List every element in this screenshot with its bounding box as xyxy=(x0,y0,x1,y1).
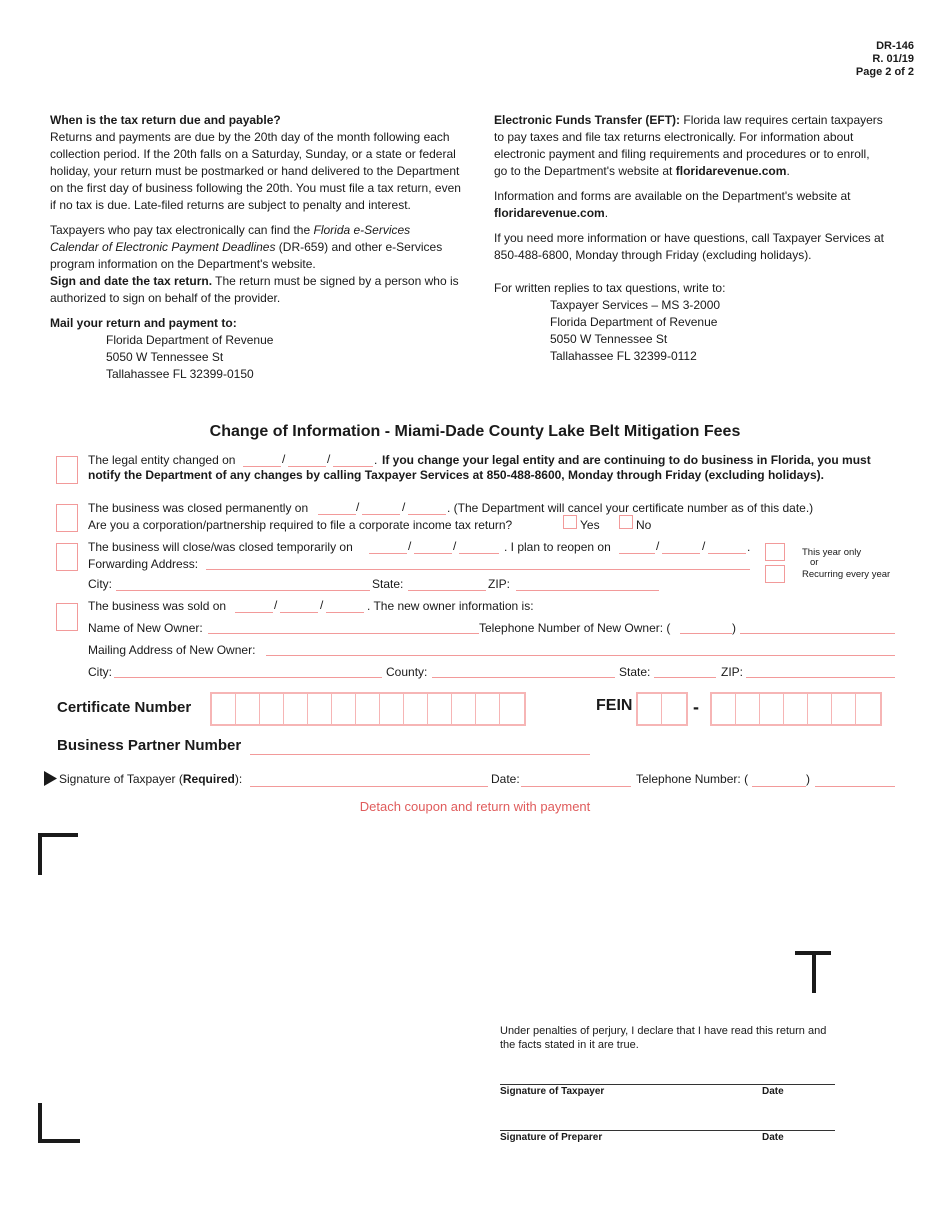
certificate-digit[interactable] xyxy=(428,694,452,724)
fein-prefix-field[interactable] xyxy=(636,692,688,726)
date-slash: / xyxy=(402,500,406,514)
eft-website: floridarevenue.com xyxy=(675,164,787,178)
epay-calendar-title: Florida e-Services Calendar of Electronic Payment Deadlines xyxy=(50,223,411,254)
reopen-day-field[interactable] xyxy=(662,553,700,554)
crop-mark-top-left xyxy=(38,833,78,837)
mail-address-line: Florida Department of Revenue xyxy=(106,333,274,347)
info-website: floridarevenue.com xyxy=(494,206,605,220)
fein-digit[interactable] xyxy=(662,694,686,724)
mail-address-line: Tallahassee FL 32399-0150 xyxy=(106,367,254,381)
this-year-only-checkbox[interactable] xyxy=(765,543,785,561)
crop-mark-bottom-left xyxy=(38,1139,80,1143)
signature-date-field[interactable] xyxy=(521,786,631,787)
mail-heading: Mail your return and payment to: xyxy=(50,316,237,330)
info-paragraph xyxy=(494,188,884,222)
closed-permanently-note: . (The Department will cancel your certificate number as of this date.) xyxy=(447,501,814,515)
taxpayer-signature-field[interactable] xyxy=(250,786,488,787)
corp-no-checkbox[interactable] xyxy=(619,515,633,529)
fein-digit[interactable] xyxy=(856,694,880,724)
form-revision: R. 01/19 xyxy=(872,53,914,65)
date-slash: / xyxy=(282,452,286,466)
fein-label: FEIN xyxy=(596,697,633,714)
sig-label-text: Signature of Taxpayer ( xyxy=(59,772,183,786)
signature-date-label: Date: xyxy=(491,772,520,786)
epay-paragraph xyxy=(50,222,462,273)
certificate-digit[interactable] xyxy=(284,694,308,724)
certificate-digit[interactable] xyxy=(260,694,284,724)
date-slash: / xyxy=(702,539,706,553)
new-owner-county-label: County: xyxy=(386,665,428,679)
sold-month-field[interactable] xyxy=(235,612,273,613)
new-owner-intro: . The new owner information is: xyxy=(367,599,534,613)
new-owner-phone-field[interactable] xyxy=(740,633,895,634)
closed-year-field[interactable] xyxy=(408,514,446,515)
certificate-digit[interactable] xyxy=(308,694,332,724)
fein-suffix-field[interactable] xyxy=(710,692,882,726)
form-title: Change of Information - Miami-Dade County Lake Belt Mitigation Fees xyxy=(209,423,741,440)
new-owner-city-label: City: xyxy=(88,665,112,679)
questions-paragraph: If you need more information or have questions, call Taxpayer Services at 850-488-6800, Monday through Friday (excluding holidays). xyxy=(494,231,884,262)
written-address-line: Taxpayer Services – MS 3-2000 xyxy=(550,298,721,312)
fein-digit[interactable] xyxy=(712,694,736,724)
written-address xyxy=(494,297,884,365)
reopen-year-field[interactable] xyxy=(708,553,746,554)
forwarding-address-label: Forwarding Address: xyxy=(88,557,199,571)
sig-required: Required xyxy=(182,772,235,786)
legal-entity-notice: If you change your legal entity and are continuing to do business in Florida, you must notify the Department of any changes by calling Taxpayer Services at 850-488-8600, Monday through Friday (excluding holidays). xyxy=(88,453,871,482)
certificate-digit[interactable] xyxy=(356,694,380,724)
forwarding-city-field[interactable] xyxy=(116,590,370,591)
fein-digit[interactable] xyxy=(736,694,760,724)
signature-phone-field[interactable] xyxy=(815,786,895,787)
reopen-month-field[interactable] xyxy=(619,553,655,554)
info-body: Information and forms are available on the Department's website at xyxy=(494,189,851,203)
sold-year-field[interactable] xyxy=(326,612,364,613)
eft-body: Florida law requires certain taxpayers to pay taxes and file tax returns electronically. For information about electronic payment and filing requirements and procedures or to enroll, go to the Department's website at xyxy=(494,113,883,178)
eft-paragraph xyxy=(494,112,884,180)
new-owner-zip-field[interactable] xyxy=(746,677,895,678)
sold-day-field[interactable] xyxy=(280,612,318,613)
due-heading: When is the tax return due and payable? xyxy=(50,113,281,127)
new-owner-state-field[interactable] xyxy=(654,677,716,678)
business-partner-number-label: Business Partner Number xyxy=(57,737,242,754)
eft-heading: Electronic Funds Transfer (EFT): xyxy=(494,113,681,127)
new-owner-mailing-field[interactable] xyxy=(266,655,895,656)
sig-label-end: ): xyxy=(234,772,243,786)
epay-text: Taxpayers who pay tax electronically can find the xyxy=(50,223,314,237)
date-slash: / xyxy=(274,598,278,612)
closed-permanently-label: The business was closed permanently on xyxy=(88,501,309,515)
new-owner-city-field[interactable] xyxy=(114,677,382,678)
crop-mark-bottom-left xyxy=(38,1103,42,1143)
mail-address xyxy=(50,332,462,383)
temp-close-day-field[interactable] xyxy=(414,553,452,554)
detach-instruction: Detach coupon and return with payment xyxy=(359,799,591,814)
left-instructions xyxy=(50,112,462,383)
coupon-preparer-date-label: Date xyxy=(762,1132,784,1143)
certificate-digit[interactable] xyxy=(452,694,476,724)
business-sold-checkbox[interactable] xyxy=(56,603,78,631)
written-address-line: 5050 W Tennessee St xyxy=(550,332,668,346)
date-slash: / xyxy=(320,598,324,612)
epay-text-end: (DR-659) and other e-Services program information on the Department's website. xyxy=(50,240,443,271)
certificate-number-field[interactable] xyxy=(210,692,526,726)
fein-dash: - xyxy=(693,697,699,717)
fein-digit[interactable] xyxy=(760,694,784,724)
certificate-digit[interactable] xyxy=(500,694,524,724)
closed-day-field[interactable] xyxy=(362,514,400,515)
certificate-digit[interactable] xyxy=(332,694,356,724)
reopen-label: . I plan to reopen on xyxy=(504,540,611,554)
info-end: . xyxy=(604,206,609,220)
new-owner-county-field[interactable] xyxy=(432,677,615,678)
page-number: Page 2 of 2 xyxy=(855,66,914,78)
signature-area-code-field[interactable] xyxy=(752,786,806,787)
closed-temporarily-checkbox[interactable] xyxy=(56,543,78,571)
date-dot: . xyxy=(374,453,378,467)
form-number: DR-146 xyxy=(876,40,914,52)
certificate-digit[interactable] xyxy=(212,694,236,724)
corp-yes-checkbox[interactable] xyxy=(563,515,577,529)
date-slash: / xyxy=(408,539,412,553)
temp-close-month-field[interactable] xyxy=(369,553,407,554)
legal-entity-checkbox[interactable] xyxy=(56,456,78,484)
temp-close-year-field[interactable] xyxy=(459,553,499,554)
signature-phone-label: Telephone Number: ( xyxy=(636,772,749,786)
new-owner-area-code-field[interactable] xyxy=(680,633,732,634)
certificate-digit[interactable] xyxy=(476,694,500,724)
new-owner-mailing-label: Mailing Address of New Owner: xyxy=(88,643,256,657)
written-heading: For written replies to tax questions, write to: xyxy=(494,281,726,295)
due-body: Returns and payments are due by the 20th day of the month following each collection period. If the 20th falls on a Saturday, Sunday, or a state or federal holiday, your return must be postmarked or hand delivered to the Department on the first day of business following the 20th. You must file a tax return, even if no tax is due. Late-filed returns are subject to penalty and interest. xyxy=(50,130,461,212)
forwarding-state-label: State: xyxy=(372,577,404,591)
new-owner-zip-label: ZIP: xyxy=(721,665,744,679)
written-address-line: Florida Department of Revenue xyxy=(550,315,718,329)
crop-mark-right xyxy=(812,951,816,993)
fein-digit[interactable] xyxy=(808,694,832,724)
arrow-icon xyxy=(44,771,57,786)
sign-body: The return must be signed by a person who is authorized to sign on behalf of the provider. xyxy=(50,274,459,305)
date-slash: / xyxy=(327,452,331,466)
legal-entity-label: The legal entity changed on xyxy=(88,453,236,467)
written-address-line: Tallahassee FL 32399-0112 xyxy=(550,349,697,363)
sign-heading: Sign and date the tax return. xyxy=(50,274,213,288)
certificate-number-label: Certificate Number xyxy=(57,699,192,716)
new-owner-phone-label: Telephone Number of New Owner: ( xyxy=(479,621,671,635)
coupon-taxpayer-date-label: Date xyxy=(762,1086,784,1097)
business-partner-number-field[interactable] xyxy=(250,754,590,755)
eft-end: . xyxy=(786,164,790,178)
date-slash: / xyxy=(356,500,360,514)
business-sold-label: The business was sold on xyxy=(88,599,227,613)
recurring-every-year-label: Recurring every year xyxy=(802,569,891,580)
forwarding-zip-field[interactable] xyxy=(516,590,659,591)
coupon-taxpayer-signature-label: Signature of Taxpayer xyxy=(500,1086,605,1097)
crop-mark-top-left xyxy=(38,833,42,875)
fein-digit[interactable] xyxy=(784,694,808,724)
fein-digit[interactable] xyxy=(832,694,856,724)
form-header xyxy=(856,40,914,79)
recurring-every-year-checkbox[interactable] xyxy=(765,565,785,583)
new-owner-state-label: State: xyxy=(619,665,651,679)
coupon-preparer-signature-label: Signature of Preparer xyxy=(500,1132,603,1143)
new-owner-name-label: Name of New Owner: xyxy=(88,621,203,635)
date-slash: / xyxy=(453,539,457,553)
certificate-digit[interactable] xyxy=(380,694,404,724)
taxpayer-signature-label xyxy=(59,772,242,786)
coupon-preparer-signature-line[interactable] xyxy=(500,1130,835,1131)
perjury-declaration: Under penalties of perjury, I declare that I have read this return and the facts stated in it are true. xyxy=(500,1025,827,1051)
coupon-taxpayer-signature-line[interactable] xyxy=(500,1084,835,1085)
certificate-digit[interactable] xyxy=(404,694,428,724)
mail-address-line: 5050 W Tennessee St xyxy=(106,350,224,364)
new-owner-name-field[interactable] xyxy=(208,633,479,634)
paren-close: ) xyxy=(806,772,810,786)
closed-temporarily-label: The business will close/was closed temporarily on xyxy=(88,540,353,554)
forwarding-zip-label: ZIP: xyxy=(488,577,511,591)
right-instructions xyxy=(494,112,884,365)
paren-close: ) xyxy=(732,621,736,635)
closed-month-field[interactable] xyxy=(318,514,356,515)
sign-paragraph xyxy=(50,273,462,307)
corp-yes-label: Yes xyxy=(580,518,600,532)
closed-permanently-checkbox[interactable] xyxy=(56,504,78,532)
fein-digit[interactable] xyxy=(638,694,662,724)
forwarding-city-label: City: xyxy=(88,577,112,591)
certificate-digit[interactable] xyxy=(236,694,260,724)
date-dot: . xyxy=(747,540,751,554)
date-slash: / xyxy=(656,539,660,553)
or-label: or xyxy=(810,557,819,568)
corp-no-label: No xyxy=(636,518,652,532)
this-year-only-label: This year only xyxy=(802,547,862,558)
forwarding-state-field[interactable] xyxy=(408,590,486,591)
forwarding-address-field[interactable] xyxy=(206,569,750,570)
corp-question: Are you a corporation/partnership required to file a corporate income tax return? xyxy=(88,518,513,532)
